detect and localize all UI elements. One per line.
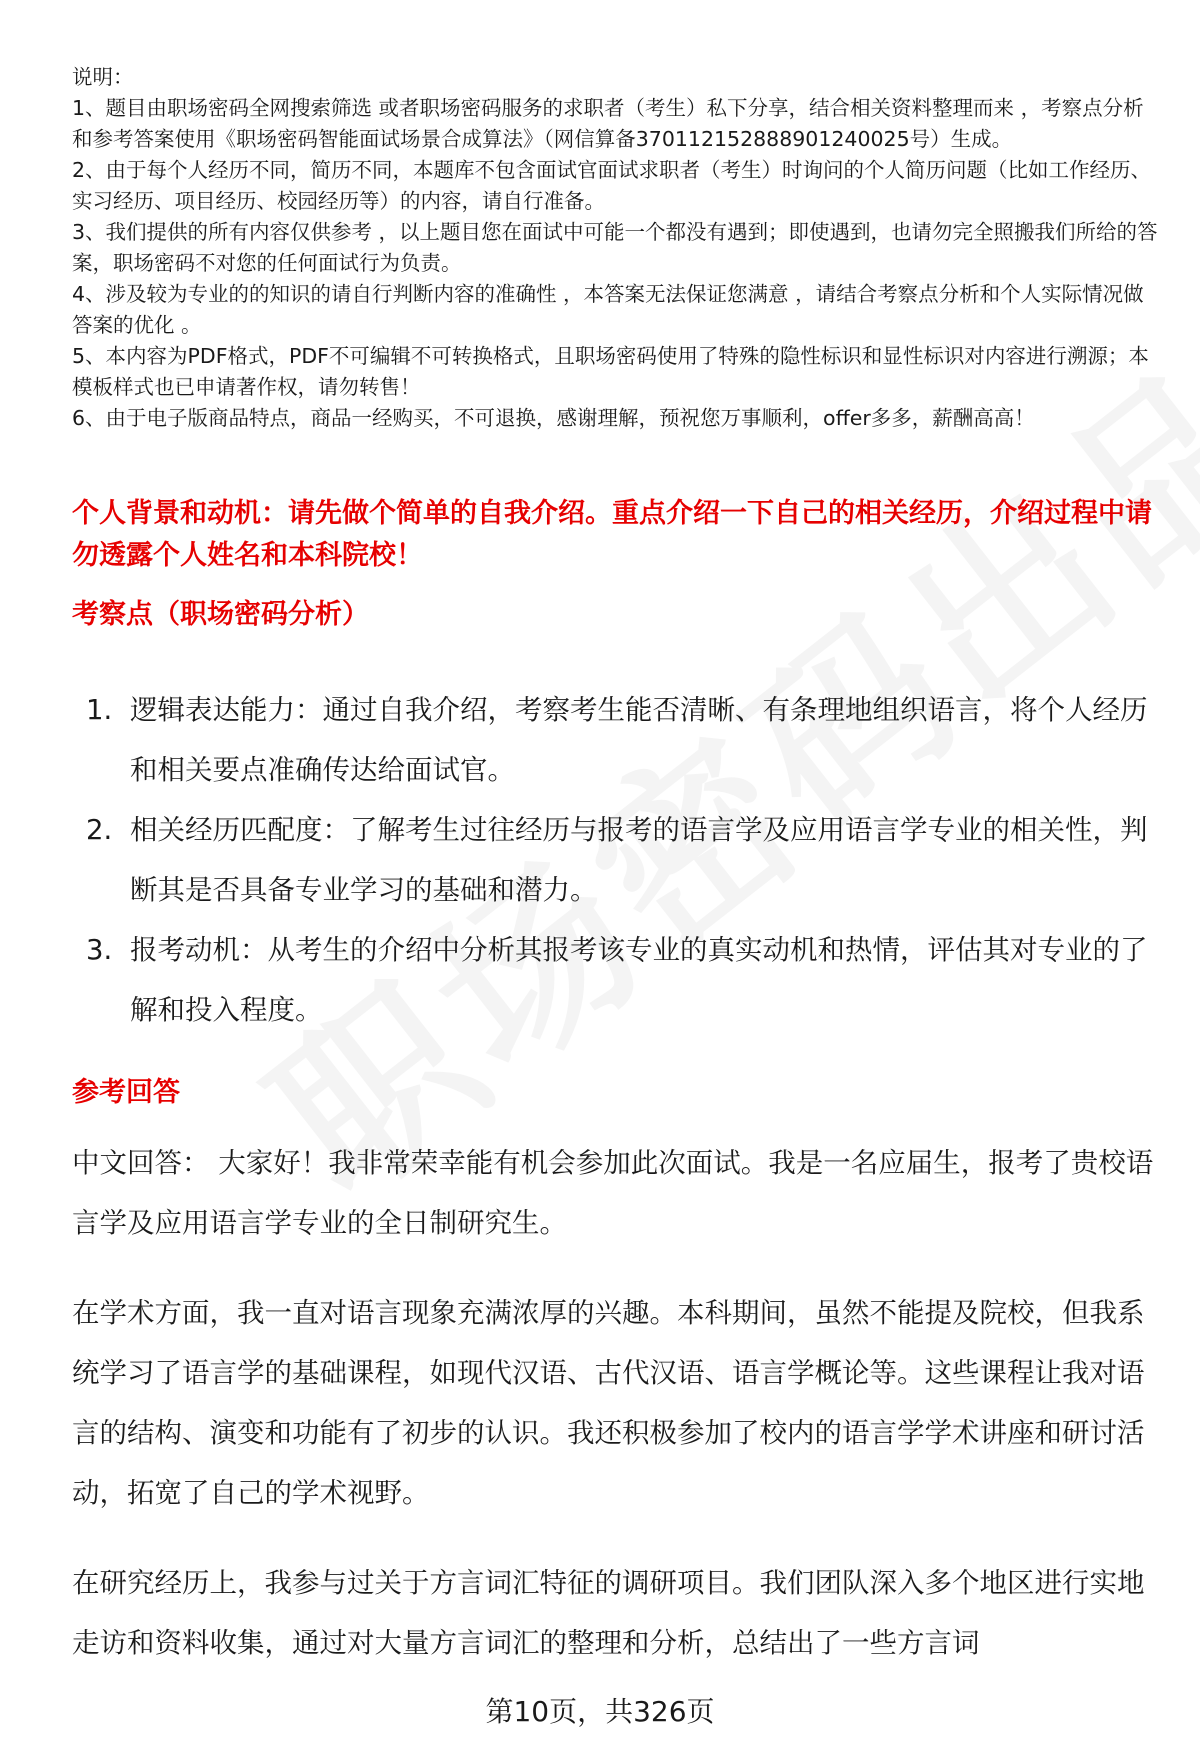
note-line: 说明： [72,65,134,89]
note-line: 3、我们提供的所有内容仅供参考 ，以上题目您在面试中可能一个都没有遇到；即使遇到，也请勿完全照搬我们所给的答案，职场密码不对您的任何面试行为负责。 [72,220,1158,275]
analysis-title: 考察点（职场密码分析） [72,599,369,630]
interview-question: 个人背景和动机：请先做个简单的自我介绍。重点介绍一下自己的相关经历，介绍过程中请勿透露个人姓名和本科院校！ [72,498,1152,571]
criteria-item [72,680,1162,800]
answer-paragraph: 在学术方面，我一直对语言现象充满浓厚的兴趣。本科期间，虽然不能提及院校，但我系统学习了语言学的基础课程，如现代汉语、古代汉语、语言学概论等。这些课程让我对语言的结构、演变和功能有了初步的认识。我还积极参加了校内的语言学学术讲座和研讨活动，拓宽了自己的学术视野。 [72,1297,1145,1509]
criteria-item [72,800,1162,920]
page-number: 第10页，共326页 [485,1695,715,1728]
criteria-number: 1. [86,694,113,726]
criteria-item [72,920,1162,1040]
answer-paragraph: 中文回答： 大家好！我非常荣幸能有机会参加此次面试。我是一名应届生，报考了贵校语言学及应用语言学专业的全日制研究生。 [72,1147,1154,1239]
criteria-text: 相关经历匹配度：了解考生过往经历与报考的语言学及应用语言学专业的相关性，判断其是否具备专业学习的基础和潜力。 [130,814,1148,906]
reference-title: 参考回答 [72,1077,180,1108]
criteria-text: 报考动机：从考生的介绍中分析其报考该专业的真实动机和热情，评估其对专业的了解和投入程度。 [130,934,1148,1026]
note-line: 2、由于每个人经历不同，简历不同，本题库不包含面试官面试求职者（考生）时询问的个人简历问题（比如工作经历、实习经历、项目经历、校园经历等）的内容，请自行准备。 [72,158,1152,213]
note-line: 4、涉及较为专业的的知识的请自行判断内容的准确性 ，本答案无法保证您满意 ，请结合考察点分析和个人实际情况做答案的优化 。 [72,282,1144,337]
criteria-number: 2. [86,814,113,846]
answer-paragraph: 在研究经历上，我参与过关于方言词汇特征的调研项目。我们团队深入多个地区进行实地走访和资料收集，通过对大量方言词汇的整理和分析，总结出了一些方言词 [72,1567,1145,1659]
note-line: 5、本内容为PDF格式，PDF不可编辑不可转换格式，且职场密码使用了特殊的隐性标识和显性标识对内容进行溯源；本模板样式也已申请著作权，请勿转售！ [72,344,1149,399]
note-line: 1、题目由职场密码全网搜索筛选 或者职场密码服务的求职者（考生）私下分享，结合相关资料整理而来 ，考察点分析和参考答案使用《职场密码智能面试场景合成算法》（网信算备370112152888901240025号）生成。 [72,96,1144,151]
criteria-number: 3. [86,934,113,966]
criteria-text: 逻辑表达能力：通过自我介绍，考察考生能否清晰、有条理地组织语言，将个人经历和相关要点准确传达给面试官。 [130,694,1148,786]
note-line: 6、由于电子版商品特点，商品一经购买，不可退换，感谢理解，预祝您万事顺利，offer多多，薪酬高高！ [72,406,1035,430]
criteria-list [72,680,1162,1040]
disclaimer-notes [72,62,1162,434]
